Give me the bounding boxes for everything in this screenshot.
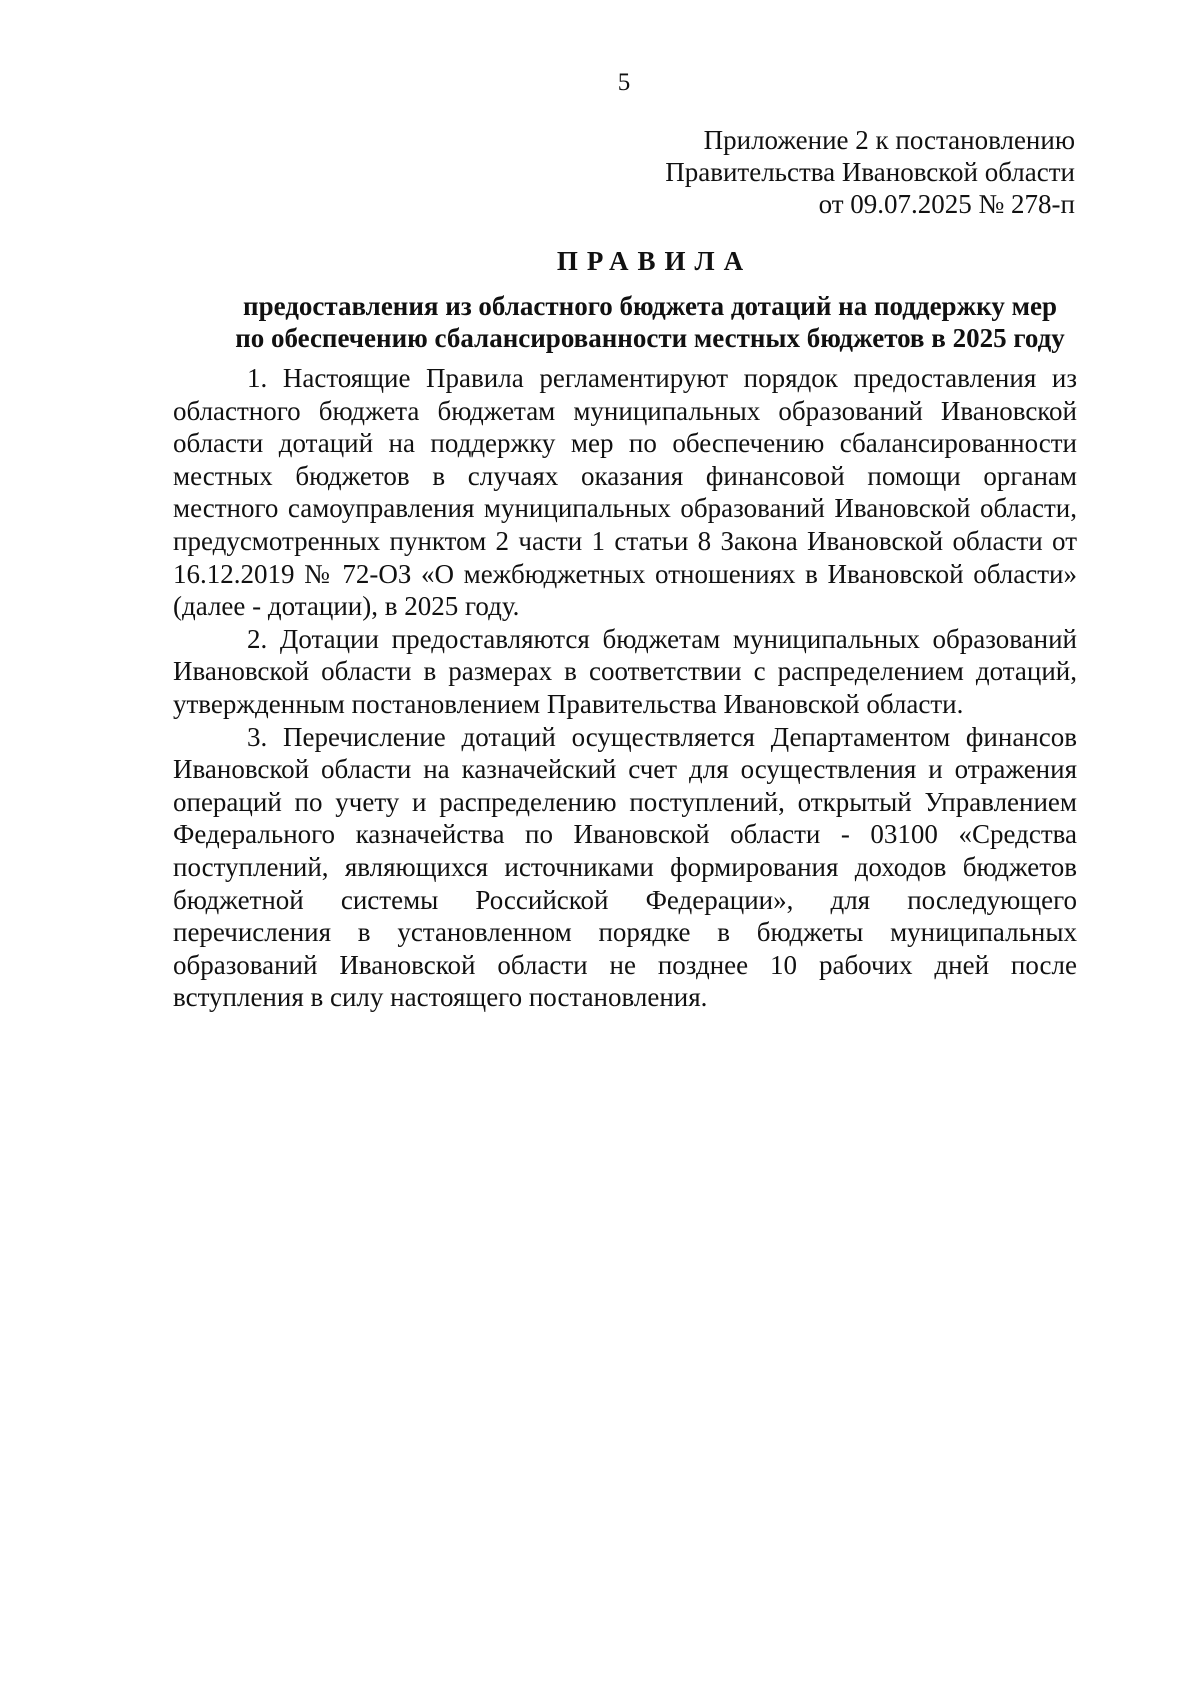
appendix-reference — [665, 124, 1075, 220]
paragraph-2: 2. Дотации предоставляются бюджетам муниципальных образований Ивановской области в размерах в соответствии с распределением дотаций, утвержденным постановлением Правительства Ивановской области. — [173, 623, 1077, 719]
document-title — [150, 248, 1150, 354]
appendix-line: Приложение 2 к постановлению — [703, 125, 1075, 155]
page-number: 5 — [617, 69, 631, 96]
title-subtitle — [150, 290, 1150, 354]
title-subtitle-line: по обеспечению сбалансированности местных бюджетов в 2025 году — [235, 323, 1065, 353]
paragraph-3: 3. Перечисление дотаций осуществляется Департаментом финансов Ивановской области на казначейский счет для осуществления и отражения операций по учету и распределению поступлений, открытый Управлением Федерального казначейства по Ивановской области - 03100 «Средства поступлений, являющихся источниками формирования доходов бюджетов бюджетной системы Российской Федерации», для последующего перечисления в установленном порядке в бюджеты муниципальных образований Ивановской области не позднее 10 рабочих дней после вступления в силу настоящего постановления. — [173, 721, 1077, 1013]
title-heading: ПРАВИЛА — [556, 246, 753, 276]
appendix-line: от 09.07.2025 № 278-п — [818, 189, 1075, 219]
appendix-line: Правительства Ивановской области — [665, 157, 1075, 187]
document-body — [173, 362, 1077, 1014]
paragraph-1: 1. Настоящие Правила регламентируют порядок предоставления из областного бюджета бюджетам муниципальных образований Ивановской области дотаций на поддержку мер по обеспечению сбалансированности местных бюджетов в случаях оказания финансовой помощи органам местного самоуправления муниципальных образований Ивановской области, предусмотренных пунктом 2 части 1 статьи 8 Закона Ивановской области от 16.12.2019 № 72-ОЗ «О межбюджетных отношениях в Ивановской области» (далее - дотации), в 2025 году. — [173, 363, 1077, 622]
title-subtitle-line: предоставления из областного бюджета дотаций на поддержку мер — [243, 291, 1057, 321]
